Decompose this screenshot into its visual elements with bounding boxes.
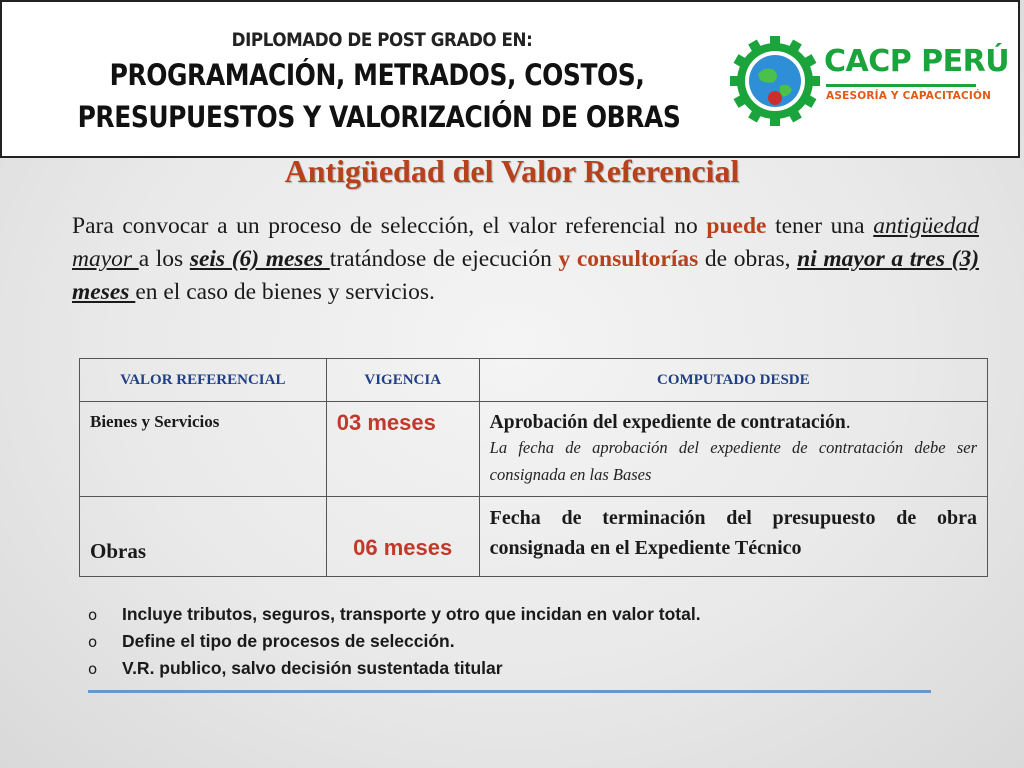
logo-divider [826, 84, 976, 87]
list-item-text: Incluye tributos, seguros, transporte y otro que incidan en valor total. [122, 604, 701, 624]
slide-title: Antigüedad del Valor Referencial [284, 153, 740, 189]
bullet-marker: o [88, 659, 98, 678]
intro-paragraph [72, 210, 979, 309]
cacp-logo [730, 32, 1010, 132]
para-underline-seis-meses: seis (6) meses [189, 246, 330, 272]
para-text: Para convocar a un proceso de selección, el valor referencial no [72, 213, 707, 239]
cell-vigencia: 03 meses [326, 402, 479, 497]
para-text: en el caso de bienes y servicios. [135, 279, 435, 305]
logo-brand: CACP PERÚ [824, 44, 1010, 79]
notes-list [88, 601, 701, 682]
list-item-text: V.R. publico, salvo decisión sustentada titular [122, 658, 503, 678]
table-header: VIGENCIA [326, 359, 479, 402]
para-underline-antiguedad: antigüedad mayor [72, 213, 979, 272]
para-emphasis-consultorias: y consultorías [558, 246, 699, 272]
list-item-text: Define el tipo de procesos de selección. [122, 631, 455, 651]
logo-tagline: ASESORÍA Y CAPACITACIÓN [826, 90, 992, 102]
bullet-marker: o [88, 632, 98, 651]
cell-computado [479, 402, 987, 497]
list-item [88, 628, 701, 655]
para-text: a los [138, 246, 190, 272]
table-row [80, 497, 988, 577]
cell-computado: Fecha de terminación del presupuesto de obra consignada en el Expediente Técnico [479, 497, 987, 577]
para-emphasis-puede: puede [706, 213, 767, 239]
list-item [88, 655, 701, 682]
gear-globe-icon [730, 36, 820, 126]
para-underline-tres-meses: ni mayor a tres (3) meses [72, 246, 980, 305]
bottom-divider [88, 690, 931, 693]
header-title-line1: PROGRAMACIÓN, METRADOS, COSTOS, [109, 58, 645, 92]
cell-valor: Obras [80, 497, 327, 577]
header-banner [0, 0, 1020, 158]
header-subtitle: DIPLOMADO DE POST GRADO EN: [231, 29, 533, 51]
valor-referencial-table [79, 358, 988, 577]
cell-computado-period: . [845, 412, 851, 433]
table-row [80, 402, 988, 497]
table-header: VALOR REFERENCIAL [80, 359, 327, 402]
list-item [88, 601, 701, 628]
table-header: COMPUTADO DESDE [479, 359, 987, 402]
cell-computado-bold [490, 412, 977, 434]
para-text: tratándose de ejecución [329, 246, 559, 272]
para-text: de obras, [698, 246, 798, 272]
cell-computado-bold-text: Aprobación del expediente de contratación [489, 412, 846, 433]
table-header-row [80, 359, 988, 402]
cell-computado-italic: La fecha de aprobación del expediente de contratación debe ser consignada en las Bases [489, 438, 977, 484]
header-title-line2: PRESUPUESTOS Y VALORIZACIÓN DE OBRAS [77, 100, 681, 134]
bullet-marker: o [88, 605, 98, 624]
cell-valor: Bienes y Servicios [80, 402, 327, 497]
cell-vigencia: 06 meses [326, 497, 479, 577]
para-text: tener una [766, 213, 874, 239]
